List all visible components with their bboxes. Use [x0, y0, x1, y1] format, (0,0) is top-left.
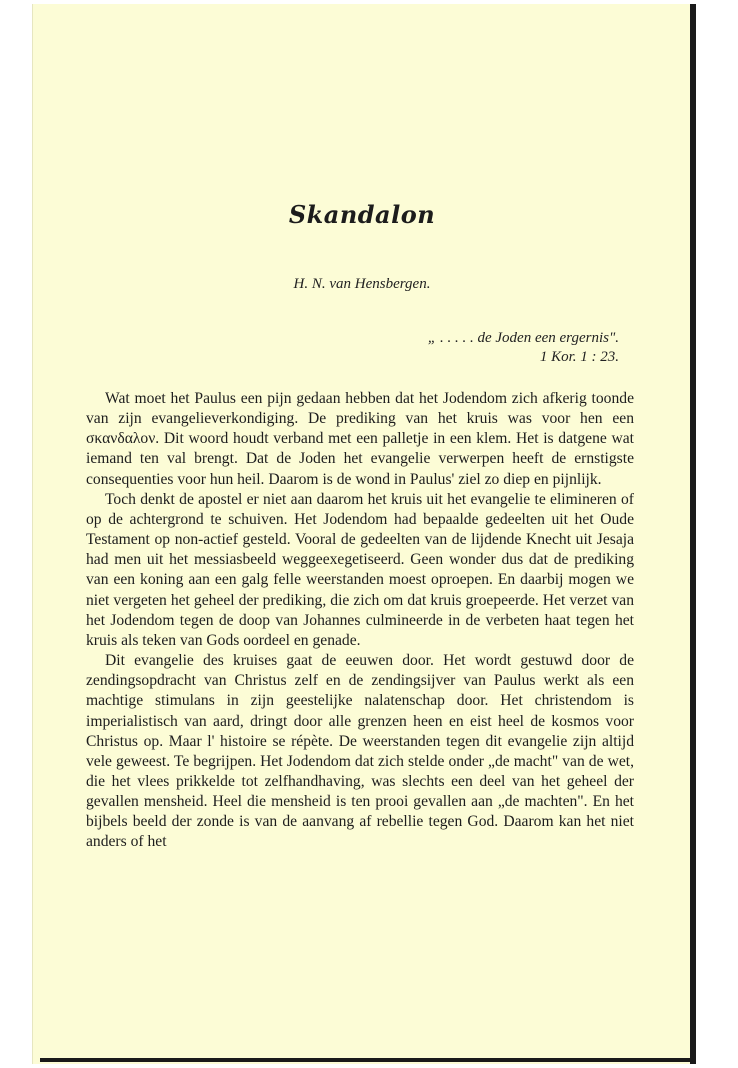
epigraph-reference: 1 Kor. 1 : 23.	[539, 349, 619, 365]
page-edge-bottom	[40, 1058, 692, 1062]
paragraph-1: Wat moet het Paulus een pijn gedaan hebben dat het Jodendom zich afkerig toonde van zijn evangelieverkondiging. De prediking van het kruis was voor hen een σκανδαλον. Dit woord houdt verband met een palletje in een klem. Het is datgene wat iemand ten val brengt. Dat de Joden het evangelie verwerpen heeft de ernstigste consequenties voor hun heil. Daarom is de wond in Paulus' ziel zo diep en pijnlijk.	[86, 390, 634, 488]
page	[32, 4, 691, 1064]
article-body	[86, 389, 634, 853]
article-title: Skandalon	[288, 200, 436, 229]
page-edge-right	[690, 4, 696, 1064]
epigraph-quote: „ . . . . . de Joden een ergernis".	[427, 330, 619, 346]
paragraph-3: Dit evangelie des kruises gaat de eeuwen door. Het wordt gestuwd door de zendingsopdracht van Christus zelf en de zendingsijver van Paulus werkt als een machtige stimulans in zijn geestelijke nalatenschap door. Het christendom is imperialistisch van aard, dringt door alle grenzen heen en eist heel de kosmos voor Christus op. Maar l' histoire se répète. De weerstanden tegen dit evangelie zijn altijd vele geweest. Te begrijpen. Het Jodendom dat zich stelde onder „de macht" van de wet, die het vlees prikkelde tot zelfhandhaving, was slechts een deel van het geheel der gevallen mensheid. Heel die mensheid is ten prooi gevallen aan „de machten". En het bijbels beeld der zonde is van de aanvang af rebellie tegen God. Daarom kan het niet anders of het	[86, 652, 634, 851]
article-author: H. N. van Hensbergen.	[293, 276, 431, 292]
paragraph-2: Toch denkt de apostel er niet aan daarom het kruis uit het evangelie te elimineren of op de achtergrond te schuiven. Het Jodendom had bepaalde gedeelten uit het Oude Testament op non-actief gesteld. Vooral de gedeelten van de lijdende Knecht uit Jesaja had men uit het messiasbeeld weggeexegetiseerd. Geen wonder dus dat de prediking van een koning aan een galg felle weerstanden moest oproepen. En daarbij mogen we niet vergeten het geheel der prediking, die zich om dat kruis groepeerde. Het verzet van het Jodendom tegen de doop van Johannes culmineerde in de verbeten haat tegen het kruis als teken van Gods oordeel en genade.	[86, 490, 634, 649]
